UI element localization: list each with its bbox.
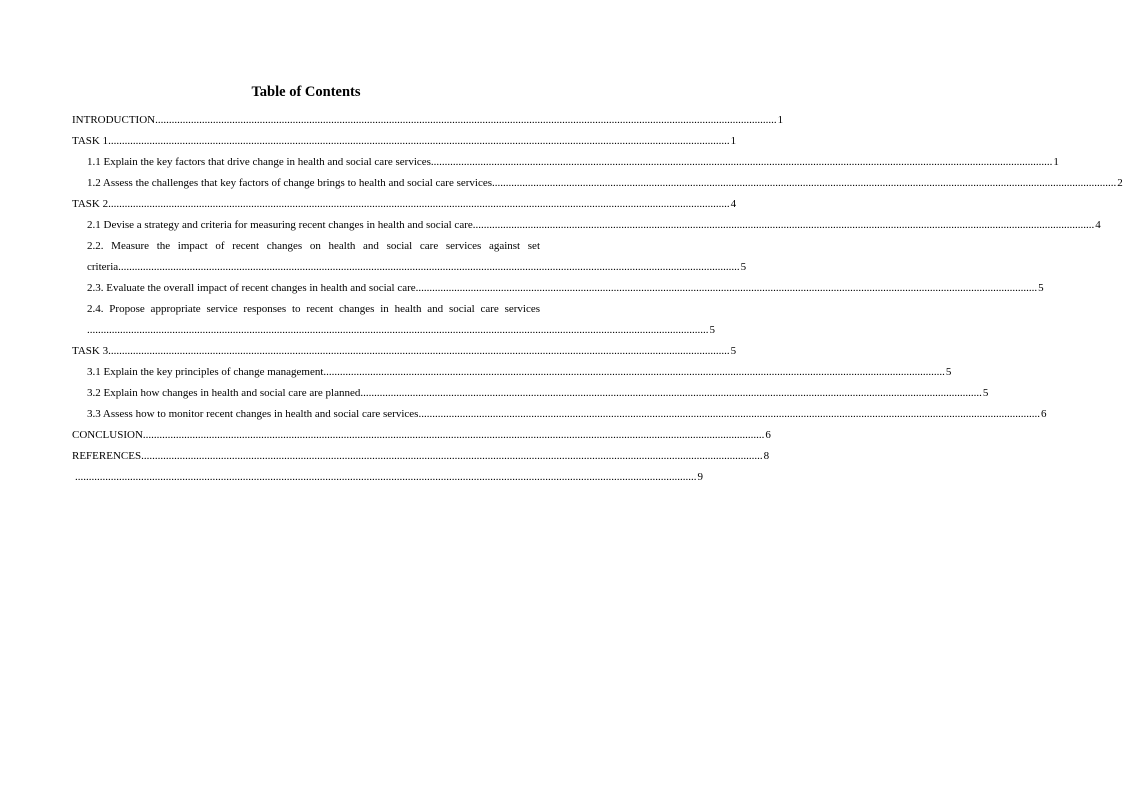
toc-entry-text: criteria <box>87 261 119 273</box>
toc-entry-text: 3.3 Assess how to monitor recent changes in health and social care services <box>87 408 419 420</box>
toc-entry-text: INTRODUCTION <box>72 114 156 126</box>
toc-leader-dots <box>418 406 1040 422</box>
toc-page-number: 5 <box>945 366 952 378</box>
toc-leader-dots <box>108 196 730 212</box>
toc-entry-text: 2.1 Devise a strategy and criteria for measuring recent changes in health and social care <box>87 219 473 231</box>
toc-page-number: 5 <box>1038 282 1044 294</box>
toc-entry-text: 1.1 Explain the key factors that drive change in health and social care services <box>87 156 431 168</box>
toc-entry-text: 2.3. Evaluate the overall impact of recent changes in health and social care <box>87 282 416 294</box>
toc-entry-2-4-line2[interactable] <box>87 322 715 338</box>
toc-leader-dots <box>155 112 777 128</box>
toc-leader-dots <box>416 280 1038 296</box>
toc-entry-introduction[interactable] <box>72 112 784 128</box>
toc-entry-text: 3.1 Explain the key principles of change management <box>87 366 324 378</box>
toc-page-number: 2 <box>1117 177 1123 189</box>
toc-leader-dots <box>473 217 1095 233</box>
toc-entry-text: 3.2 Explain how changes in health and social care are planned <box>87 387 361 399</box>
toc-leader-dots <box>323 364 945 380</box>
toc-entry-3-3[interactable] <box>87 406 1047 422</box>
toc-entry-references[interactable] <box>72 448 770 464</box>
toc-entry-2-4-line1[interactable]: 2.4. Propose appropriate service responses to recent changes in health and social care services <box>87 303 540 315</box>
toc-entry-text: TASK 2 <box>72 198 109 210</box>
toc-entry-text: 1.2 Assess the challenges that key factors of change brings to health and social care services. <box>87 177 495 189</box>
toc-leader-dots <box>143 427 765 443</box>
toc-entry-task2[interactable] <box>72 196 737 212</box>
toc-page-number: 5 <box>709 324 715 336</box>
toc-leader-dots <box>87 322 709 338</box>
toc-entry-3-1[interactable] <box>87 364 952 380</box>
toc-leader-dots <box>360 385 982 401</box>
toc-entry-2-1[interactable] <box>87 217 1101 233</box>
toc-entry-3-2[interactable] <box>87 385 989 401</box>
toc-page-number: 1 <box>1053 156 1059 168</box>
toc-page-number: 4 <box>1095 219 1101 231</box>
toc-page-number: 5 <box>740 261 747 273</box>
toc-leader-dots <box>118 259 740 275</box>
toc-entry-text: REFERENCES <box>72 450 142 462</box>
toc-page-number: 5 <box>730 345 737 357</box>
toc-leader-dots <box>75 469 697 485</box>
toc-entry-task1[interactable] <box>72 133 737 149</box>
toc-entry-task3[interactable] <box>72 343 737 359</box>
toc-leader-dots <box>495 175 1117 191</box>
toc-entry-1-1[interactable] <box>87 154 1059 170</box>
toc-entry-2-2-line2[interactable] <box>87 259 747 275</box>
toc-page-number: 6 <box>765 429 771 441</box>
toc-page-number: 5 <box>982 387 989 399</box>
page-title: Table of Contents <box>251 84 361 100</box>
toc-page-number: 9 <box>697 471 703 483</box>
toc-entry-text: TASK 1 <box>72 135 109 147</box>
toc-leader-dots <box>108 343 730 359</box>
toc-page-number: 6 <box>1040 408 1047 420</box>
toc-page-number: 1 <box>730 135 737 147</box>
toc-page-number: 4 <box>730 198 737 210</box>
toc-page-number: 8 <box>763 450 770 462</box>
toc-leader-dots <box>141 448 763 464</box>
toc-entry-text: TASK 3 <box>72 345 109 357</box>
toc-entry-2-3[interactable] <box>87 280 1044 296</box>
toc-leader-dots <box>431 154 1053 170</box>
toc-entry-conclusion[interactable] <box>72 427 771 443</box>
toc-leader-dots <box>108 133 730 149</box>
toc-entry-text: CONCLUSION <box>72 429 143 441</box>
toc-page-number: 1 <box>777 114 784 126</box>
toc-entry-2-2-line1[interactable]: 2.2. Measure the impact of recent changes on health and social care services against set <box>87 240 540 252</box>
toc-entry-blank[interactable] <box>75 469 703 485</box>
toc-entry-1-2[interactable] <box>87 175 1123 191</box>
